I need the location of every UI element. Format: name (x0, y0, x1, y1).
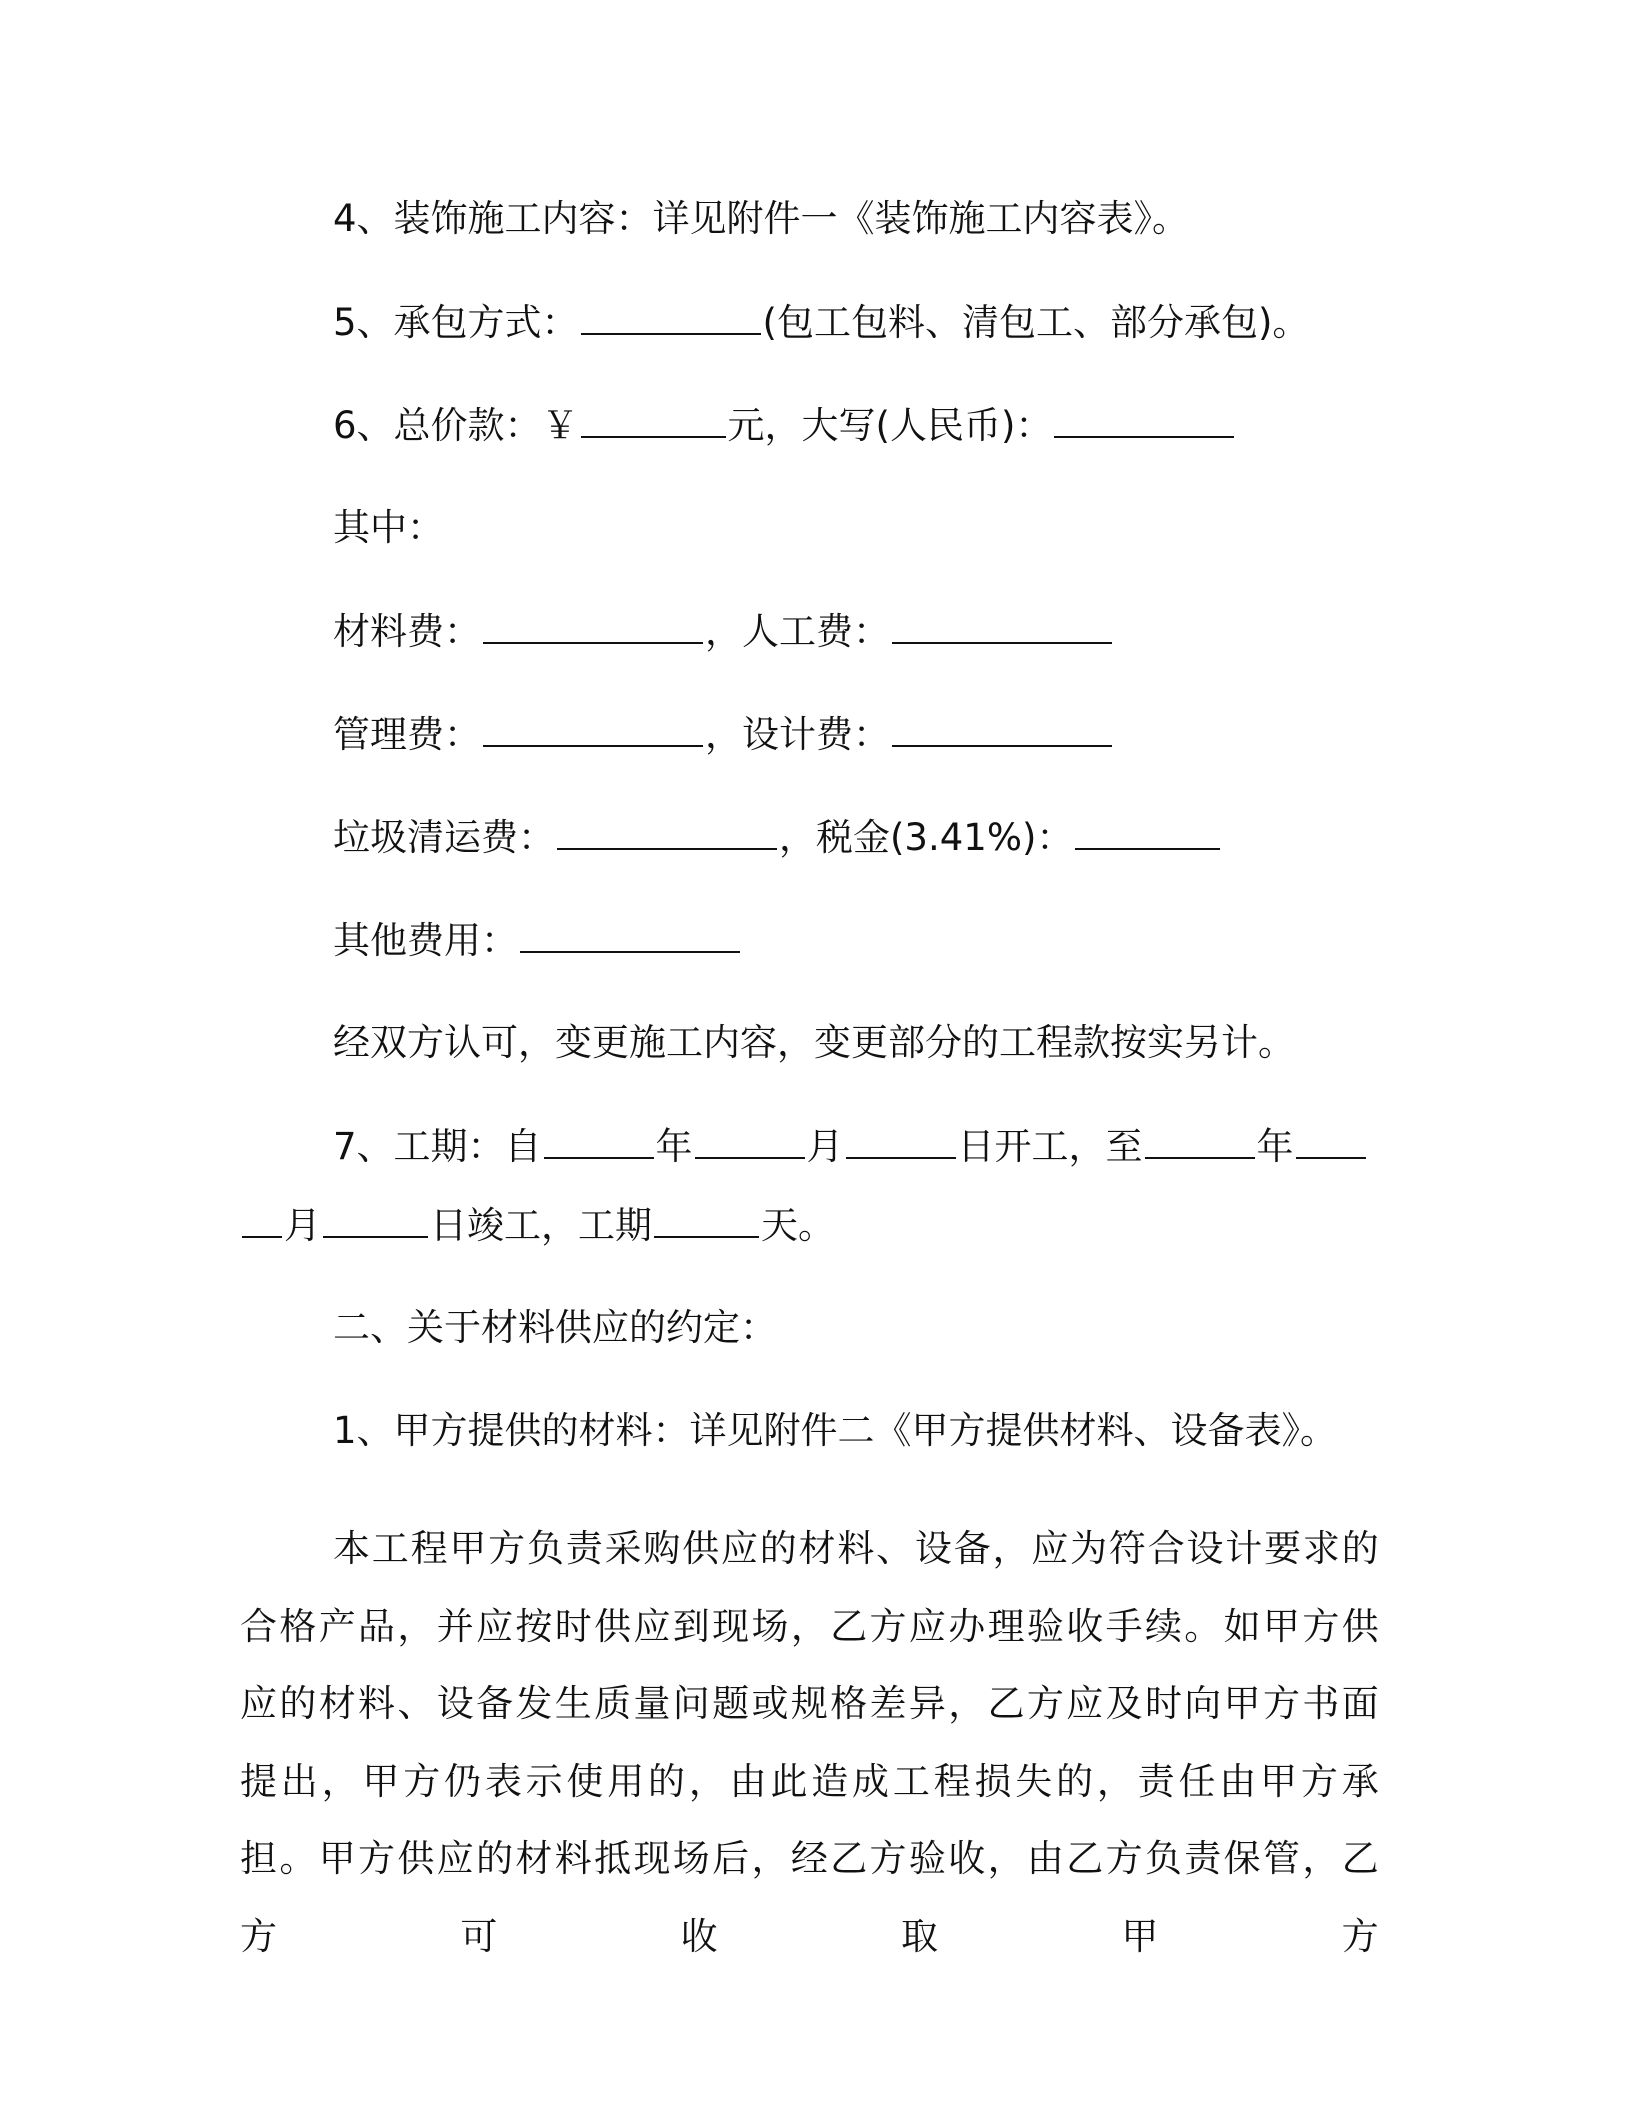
labor-fee-blank[interactable] (892, 606, 1112, 644)
end-month-label: 月 (284, 1204, 321, 1247)
end-month-blank-part1[interactable] (1296, 1121, 1366, 1159)
item-5-label: 5、承包方式： (333, 301, 579, 344)
start-month-label: 月 (806, 1125, 844, 1168)
other-fee-label: 其他费用： (333, 919, 518, 962)
tax-blank[interactable] (1075, 812, 1220, 850)
material-supply-paragraph: 本工程甲方负责采购供应的材料、设备，应为符合设计要求的合格产品，并应按时供应到现场，乙方应办理验收手续。如甲方供应的材料、设备发生质量问题或规格差异，乙方应及时向甲方书面提出，甲方仍表示使用的，由此造成工程损失的，责任由甲方承担。甲方供应的材料抵现场后，经乙方验收，由乙方负责保管，乙方可收取甲方 (240, 1527, 1380, 1958)
start-year-blank[interactable] (544, 1121, 654, 1159)
end-year-label: 年 (1256, 1125, 1294, 1168)
total-price-capital-blank[interactable] (1054, 400, 1234, 438)
garbage-tax-line (333, 812, 1222, 862)
item-5-contract-method (333, 297, 1309, 347)
change-note-text: 经双方认可，变更施工内容，变更部分的工程款按实另计。 (333, 1021, 1295, 1064)
material-fee-blank[interactable] (483, 606, 703, 644)
item-7-period-line-1 (333, 1121, 1368, 1171)
end-label: 日竣工，工期 (430, 1204, 652, 1247)
duration-days-blank[interactable] (654, 1200, 759, 1238)
end-year-blank[interactable] (1145, 1121, 1255, 1159)
start-day-blank[interactable] (846, 1121, 956, 1159)
material-fee-label: 材料费： (333, 610, 481, 653)
start-label: 日开工，至 (957, 1125, 1143, 1168)
section-2-heading: 二、关于材料供应的约定： (333, 1306, 777, 1349)
item-4-text: 4、装饰施工内容：详见附件一《装饰施工内容表》。 (333, 197, 1190, 240)
end-day-blank[interactable] (323, 1200, 428, 1238)
item-7-period-line-2 (240, 1200, 835, 1250)
start-year-label: 年 (655, 1125, 693, 1168)
end-month-blank-part2[interactable] (242, 1200, 282, 1238)
item-6-total-price (333, 400, 1236, 450)
labor-fee-label: ，人工费： (705, 610, 890, 653)
material-labor-line (333, 606, 1114, 656)
days-label: 天。 (761, 1204, 835, 1247)
item-7-label: 7、工期：自 (333, 1125, 542, 1168)
among-label: 其中： (333, 506, 444, 549)
mgmt-fee-label: 管理费： (333, 713, 481, 756)
section-2-item-1-line (333, 1406, 1337, 1456)
among-label-line (333, 503, 444, 553)
item-4-decoration-content (333, 194, 1189, 244)
mgmt-design-line (333, 709, 1114, 759)
item-5-options: (包工包料、清包工、部分承包)。 (762, 301, 1310, 344)
tax-label: ，税金(3.41%)： (779, 816, 1074, 859)
total-price-amount-blank[interactable] (581, 400, 726, 438)
contract-method-blank[interactable] (581, 297, 761, 335)
mgmt-fee-blank[interactable] (483, 709, 703, 747)
section-2-item-1-text: 1、甲方提供的材料：详见附件二《甲方提供材料、设备表》。 (333, 1409, 1338, 1452)
design-fee-label: ，设计费： (705, 713, 890, 756)
design-fee-blank[interactable] (892, 709, 1112, 747)
change-note-line (333, 1018, 1295, 1068)
start-month-blank[interactable] (695, 1121, 805, 1159)
garbage-fee-label: 垃圾清运费： (333, 816, 555, 859)
item-6-capital-label: 元，大写(人民币)： (727, 404, 1053, 447)
item-6-label: 6、总价款：￥ (333, 404, 579, 447)
other-fee-blank[interactable] (520, 915, 740, 953)
garbage-fee-blank[interactable] (557, 812, 777, 850)
other-fee-line (333, 915, 742, 965)
section-2-heading-line (333, 1303, 777, 1353)
